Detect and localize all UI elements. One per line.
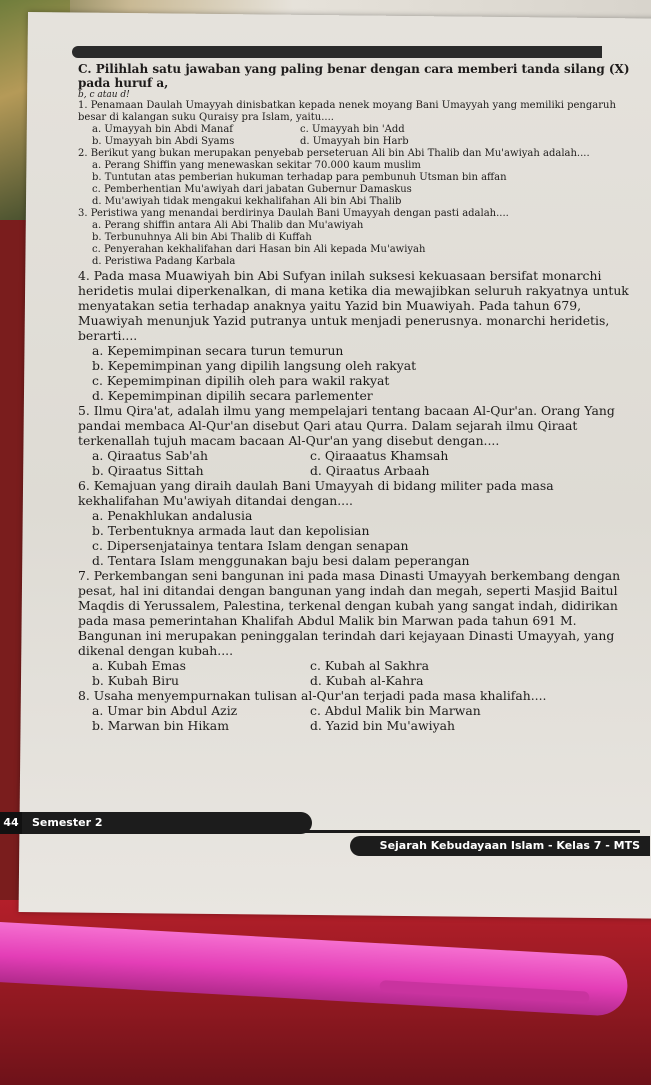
question-text: Ilmu Qira'at, adalah ilmu yang mempelajari tentang bacaan Al-Qur'an. Orang Yang pandai membaca Al-Qur'an disebut Qari atau Qurra. Dalam sejarah ilmu Qiraat terkenallah tujuh macam bacaan Al-Qur'an yang disebut dengan.... bbox=[78, 403, 615, 448]
option-a[interactable]: a. Perang Shiffin yang menewaskan sekitar 70.000 kaum muslim bbox=[92, 160, 421, 171]
question-5 bbox=[78, 403, 630, 478]
option-d[interactable]: d. Peristiwa Padang Karbala bbox=[92, 256, 236, 267]
footer-divider bbox=[300, 830, 640, 833]
page-header-bar bbox=[72, 46, 602, 58]
question-number: 7. bbox=[78, 568, 90, 583]
option-d[interactable]: d. Umayyah bin Harb bbox=[300, 136, 409, 147]
option-c[interactable]: c. Qiraaatus Khamsah bbox=[310, 448, 449, 463]
question-number: 5. bbox=[78, 403, 90, 418]
option-b[interactable]: b. Qiraatus Sittah bbox=[92, 463, 204, 478]
semester-label: Semester 2 bbox=[22, 812, 312, 834]
question-text: Pada masa Muawiyah bin Abi Sufyan inilah suksesi kekuasaan bersifat monarchi heridetis mulai diperkenalkan, di mana ketika dia mewajibkan seluruh rakyatnya untuk menyatakan setia terhadap anaknya yaitu Yazid bin Muawiyah. Pada tahun 679, Muawiyah menunjuk Yazid putranya untuk menjadi penerusnya. monarchi heridetis, berarti.... bbox=[78, 268, 629, 343]
option-a[interactable]: a. Umar bin Abdul Aziz bbox=[92, 703, 238, 718]
option-b[interactable]: b. Terbentuknya armada laut dan kepolisian bbox=[92, 523, 370, 538]
subject-label: Sejarah Kebudayaan Islam - Kelas 7 - MTS bbox=[350, 836, 650, 856]
option-d[interactable]: d. Yazid bin Mu'awiyah bbox=[310, 718, 455, 733]
question-number: 8. bbox=[78, 688, 90, 703]
worksheet-content bbox=[78, 62, 630, 733]
question-8 bbox=[78, 688, 630, 733]
question-number: 3. bbox=[78, 208, 88, 219]
option-c[interactable]: c. Dipersenjatainya tentara Islam dengan senapan bbox=[92, 538, 409, 553]
option-d[interactable]: d. Mu'awiyah tidak mengakui kekhalifahan Ali bin Abi Thalib bbox=[92, 196, 402, 207]
option-c[interactable]: c. Pemberhentian Mu'awiyah dari jabatan Gubernur Damaskus bbox=[92, 184, 412, 195]
section-title: C. Pilihlah satu jawaban yang paling benar dengan cara memberi tanda silang (X) pada huruf a, bbox=[78, 62, 630, 90]
question-3 bbox=[78, 208, 630, 268]
option-a[interactable]: a. Qiraatus Sab'ah bbox=[92, 448, 208, 463]
question-number: 4. bbox=[78, 268, 90, 283]
question-text: Penamaan Daulah Umayyah dinisbatkan kepada nenek moyang Bani Umayyah yang memiliki pengaruh besar di kalangan suku Quraisy pra Islam, yaitu.... bbox=[78, 100, 616, 123]
option-b[interactable]: b. Umayyah bin Abdi Syams bbox=[92, 136, 235, 147]
option-c[interactable]: c. Kubah al Sakhra bbox=[310, 658, 429, 673]
option-b[interactable]: b. Terbunuhnya Ali bin Abi Thalib di Kuffah bbox=[92, 232, 312, 243]
option-c[interactable]: c. Kepemimpinan dipilih oleh para wakil rakyat bbox=[92, 373, 390, 388]
question-number: 1. bbox=[78, 100, 88, 111]
option-c[interactable]: c. Penyerahan kekhalifahan dari Hasan bin Ali kepada Mu'awiyah bbox=[92, 244, 426, 255]
question-number: 2. bbox=[78, 148, 88, 159]
option-b[interactable]: b. Kepemimpinan yang dipilih langsung oleh rakyat bbox=[92, 358, 417, 373]
option-d[interactable]: d. Kepemimpinan dipilih secara parlementer bbox=[92, 388, 373, 403]
option-b[interactable]: b. Tuntutan atas pemberian hukuman terhadap para pembunuh Utsman bin affan bbox=[92, 172, 507, 183]
option-a[interactable]: a. Penakhlukan andalusia bbox=[92, 508, 253, 523]
option-b[interactable]: b. Marwan bin Hikam bbox=[92, 718, 229, 733]
page-footer bbox=[0, 812, 651, 860]
question-1 bbox=[78, 100, 630, 148]
option-a[interactable]: a. Umayyah bin Abdi Manaf bbox=[92, 124, 233, 135]
question-text: Perkembangan seni bangunan ini pada masa Dinasti Umayyah berkembang dengan pesat, hal ini ditandai dengan bangunan yang indah dan megah, seperti Masjid Baitul Maqdis di Yerussalem, Palestina, terkenal dengan kubah yang sangat indah, didirikan pada masa pemerintahan Khalifah Abdul Malik bin Marwan pada tahun 691 M. Bangunan ini merupakan peninggalan terindah dari kejayaan Dinasti Umayyah, yang dikenal dengan kubah.... bbox=[78, 568, 621, 658]
question-2 bbox=[78, 148, 630, 208]
option-d[interactable]: d. Kubah al-Kahra bbox=[310, 673, 424, 688]
question-number: 6. bbox=[78, 478, 90, 493]
question-text: Kemajuan yang diraih daulah Bani Umayyah di bidang militer pada masa kekhalifahan Mu'awiyah ditandai dengan.... bbox=[78, 478, 554, 508]
option-d[interactable]: d. Tentara Islam menggunakan baju besi dalam peperangan bbox=[92, 553, 470, 568]
question-4 bbox=[78, 268, 630, 403]
option-a[interactable]: a. Perang shiffin antara Ali Abi Thalib dan Mu'awiyah bbox=[92, 220, 364, 231]
section-subtitle: b, c atau d! bbox=[78, 90, 130, 100]
question-7 bbox=[78, 568, 630, 688]
question-6 bbox=[78, 478, 630, 568]
option-d[interactable]: d. Qiraatus Arbaah bbox=[310, 463, 430, 478]
option-c[interactable]: c. Abdul Malik bin Marwan bbox=[310, 703, 481, 718]
option-c[interactable]: c. Umayyah bin 'Add bbox=[300, 124, 405, 135]
option-a[interactable]: a. Kubah Emas bbox=[92, 658, 187, 673]
question-text: Usaha menyempurnakan tulisan al-Qur'an terjadi pada masa khalifah.... bbox=[93, 688, 547, 703]
option-b[interactable]: b. Kubah Biru bbox=[92, 673, 179, 688]
question-text: Berikut yang bukan merupakan penyebab perseteruan Ali bin Abi Thalib dan Mu'awiyah adalah.... bbox=[90, 148, 590, 159]
page-number: 44 bbox=[0, 812, 22, 834]
option-a[interactable]: a. Kepemimpinan secara turun temurun bbox=[92, 343, 344, 358]
question-text: Peristiwa yang menandai berdirinya Daulah Bani Umayyah dengan pasti adalah.... bbox=[90, 208, 509, 219]
